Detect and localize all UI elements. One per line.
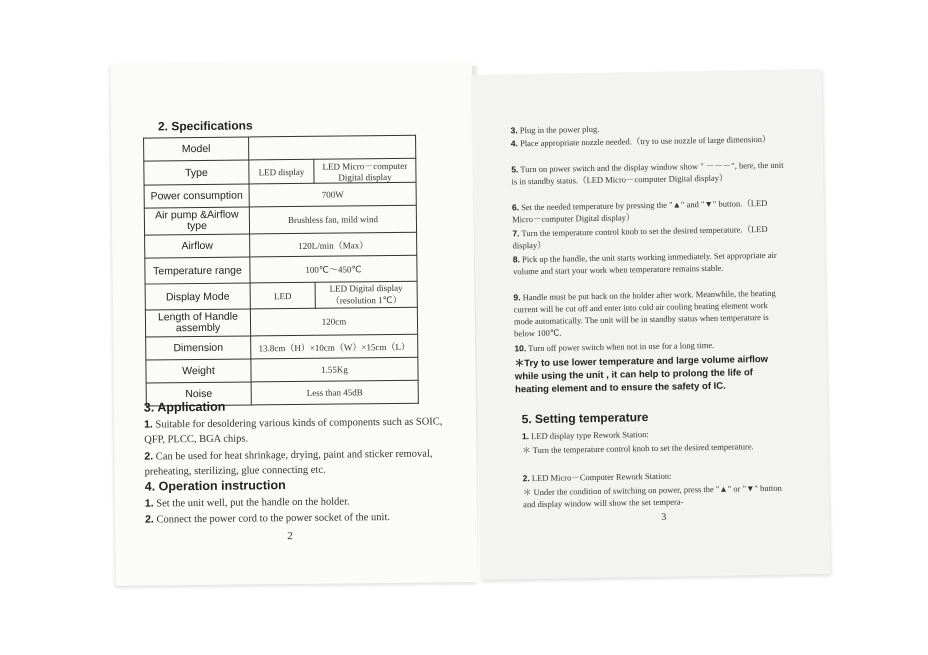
- row-value: LED Digital display（resolution 1℃）: [315, 281, 417, 308]
- row-label: Noise: [146, 382, 251, 406]
- row-value: 13.8cm（H）×10cm（W）×15cm（L）: [251, 334, 418, 359]
- list-item: 2. LED Micro－Computer Rework Station:: [522, 470, 672, 484]
- table-row: [146, 357, 418, 383]
- row-value: 120L/min（Max）: [250, 232, 417, 257]
- row-label: Weight: [146, 359, 251, 383]
- row-label: Dimension: [146, 336, 251, 360]
- left-page: [110, 60, 477, 586]
- table-row: [144, 182, 416, 208]
- row-value: 1.55Kg: [251, 357, 418, 382]
- row-value: Less than 45dB: [251, 380, 418, 405]
- row-label: Type: [144, 160, 249, 185]
- list-item: 6. Set the needed temperature by pressing the "▲" and "▼" button.（LED Micro－computer Digital display）: [511, 197, 768, 225]
- row-label: Temperature range: [145, 257, 250, 284]
- table-row: [145, 281, 417, 310]
- table-row: [145, 307, 417, 337]
- row-label: Power consumption: [144, 184, 249, 208]
- list-item: 4. Place appropriate nozzle needed.（try to use nozzle of large dimension）: [510, 133, 771, 149]
- list-item: 5. Turn on power switch and the display window show " －－－", here, the unit is in standby status.（LED Micro－computer Digital display）: [511, 159, 784, 187]
- list-item: 2. Can be used for heat shrinkage, drying, paint and sticker removal, preheating, sterilizing, glue connecting etc.: [144, 448, 433, 478]
- table-row: [145, 255, 417, 284]
- page-number: 2: [287, 530, 293, 543]
- table-row: [144, 158, 416, 185]
- list-item: 3. Plug in the power plug.: [510, 123, 600, 136]
- row-label: Air pump &Airflow type: [144, 207, 249, 235]
- safety-note: ＊Try to use lower temperature and large volume airflow while using the unit , it can help to prolong the life of heating element and to ensure the safety of IC.: [514, 353, 769, 396]
- right-page: [472, 69, 831, 580]
- row-value: 120cm: [250, 307, 417, 336]
- list-item: 1. Set the unit well, put the handle on the holder.: [144, 496, 350, 510]
- row-value: 100℃～450℃: [250, 255, 417, 283]
- operation-heading: 4. Operation instruction: [144, 478, 286, 494]
- list-item: 2. Connect the power cord to the power socket of the unit.: [144, 512, 391, 526]
- row-label: Model: [144, 137, 249, 161]
- row-label: Length of Handle assembly: [145, 309, 250, 337]
- table-row: [144, 135, 416, 161]
- specifications-table: [143, 135, 419, 407]
- list-item: ＊ Under the condition of switching on power, press the "▲" or "▼" button and display window will show the set tempera-: [522, 482, 782, 510]
- list-item: 8. Pick up the handle, the unit starts working immediately. Set appropriate air volume and start your work when temperature remains stable.: [512, 249, 777, 277]
- list-item: 1. Suitable for desoldering various kinds of components such as SOIC, QFP, PLCC, BGA chips.: [143, 416, 443, 446]
- row-value: [249, 135, 416, 160]
- row-label: Airflow: [145, 234, 250, 258]
- page-number: 3: [661, 511, 667, 523]
- list-item: 7. Turn the temperature control knob to set the desired temperature.（LED display）: [512, 223, 768, 251]
- list-item: 9. Handle must be put back on the holder after work. Meanwhile, the heating current will be cut off and enter into cold air cooling heating element work mode automatically. The unit will be in standby status when temperature is below 100℃.: [513, 287, 776, 339]
- table-row: [145, 232, 417, 258]
- row-value: 700W: [249, 182, 416, 207]
- list-item: ＊ Turn the temperature control knob to set the desired temperature.: [522, 441, 754, 456]
- list-item: 10. Turn off power switch when not in use for a long time.: [514, 339, 715, 354]
- table-row: [144, 205, 416, 235]
- specifications-heading: 2. Specifications: [157, 118, 253, 134]
- row-label: Display Mode: [145, 283, 250, 310]
- row-value: LED: [250, 282, 315, 309]
- application-heading: 3. Application: [143, 399, 226, 415]
- list-item: 1. LED display type Rework Station:: [521, 429, 649, 442]
- table-row: [146, 334, 418, 360]
- row-value: Brushless fan, mild wind: [249, 205, 416, 234]
- setting-temperature-heading: 5. Setting temperature: [521, 410, 649, 427]
- row-value: LED Micro－computer Digital display: [314, 158, 416, 183]
- row-value: LED display: [249, 159, 314, 184]
